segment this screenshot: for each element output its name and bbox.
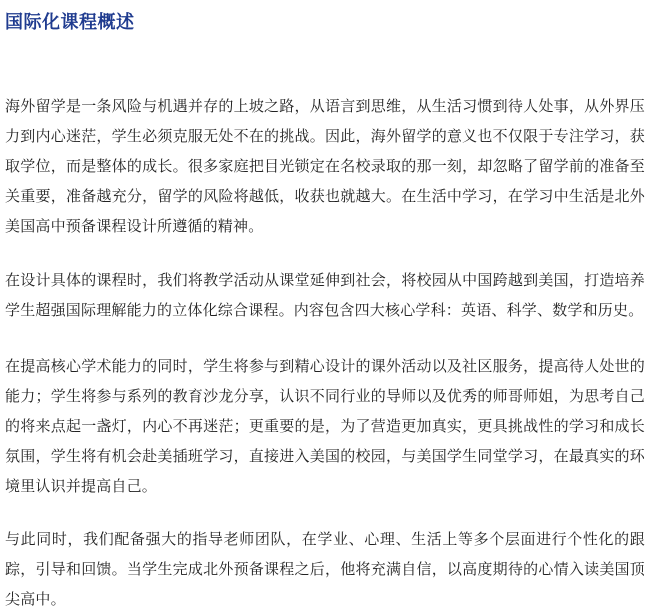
page-title: 国际化课程概述 xyxy=(5,12,135,33)
paragraph-activities: 在提高核心学术能力的同时，学生将参与到精心设计的课外活动以及社区服务，提高待人处世的能力；学生将参与系列的教育沙龙分享，认识不同行业的导师以及优秀的师哥师姐，为思考自己的将来点起一盏灯，内心不再迷茫；更重要的是，为了营造更加真实，更具挑战性的学习和成长氛围，学生将有机会赴美插班学习，直接进入美国的校园，与美国学生同堂学习，在最真实的环境里认识并提高自己。 xyxy=(5,357,645,495)
paragraph-intro: 海外留学是一条风险与机遇并存的上坡之路，从语言到思维，从生活习惯到待人处事，从外界压力到内心迷茫，学生必须克服无处不在的挑战。因此，海外留学的意义也不仅限于专注学习，获取学位，而是整体的成长。很多家庭把目光锁定在名校录取的那一刻，却忽略了留学前的准备至关重要，准备越充分，留学的风险将越低，收获也就越大。在生活中学习，在学习中生活是北外美国高中预备课程设计所遵循的精神。 xyxy=(5,97,645,235)
paragraph-course-design: 在设计具体的课程时，我们将教学活动从课堂延伸到社会，将校园从中国跨越到美国，打造培养学生超强国际理解能力的立体化综合课程。内容包含四大核心学科：英语、科学、数学和历史。 xyxy=(5,271,645,319)
paragraph-mentors: 与此同时，我们配备强大的指导老师团队，在学业、心理、生活上等多个层面进行个性化的跟踪，引导和回馈。当学生完成北外预备课程之后，他将充满自信，以高度期待的心情入读美国顶尖高中。 xyxy=(5,530,645,608)
